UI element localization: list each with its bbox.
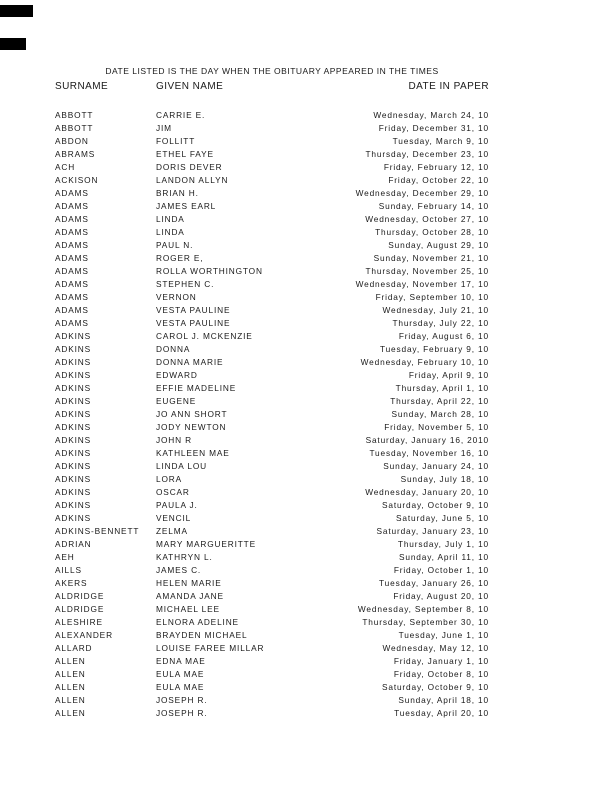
surname-cell: ADKINS (55, 474, 91, 484)
surname-cell: ADAMS (55, 305, 89, 315)
table-row (55, 252, 489, 265)
table-row (55, 317, 489, 330)
given-name-cell: ZELMA (156, 526, 188, 536)
surname-cell: ADAMS (55, 214, 89, 224)
given-name-cell: ETHEL FAYE (156, 149, 214, 159)
table-row (55, 525, 489, 538)
date-cell: Wednesday, September 8, 10 (357, 604, 489, 614)
date-cell: Friday, August 6, 10 (398, 331, 489, 341)
given-name-cell: EUGENE (156, 396, 197, 406)
date-cell: Wednesday, May 12, 10 (382, 643, 489, 653)
table-row (55, 174, 489, 187)
surname-cell: ADKINS (55, 383, 91, 393)
given-name-cell: JOHN R (156, 435, 192, 445)
table-row (55, 642, 489, 655)
table-row (55, 304, 489, 317)
given-name-cell: LINDA (156, 214, 185, 224)
surname-cell: ADKINS (55, 422, 91, 432)
given-name-cell: MICHAEL LEE (156, 604, 220, 614)
given-name-cell: EULA MAE (156, 669, 205, 679)
surname-cell: ALLEN (55, 682, 86, 692)
table-row (55, 382, 489, 395)
date-cell: Friday, October 22, 10 (388, 175, 489, 185)
date-cell: Wednesday, December 29, 10 (355, 188, 489, 198)
date-cell: Sunday, April 11, 10 (398, 552, 489, 562)
surname-cell: ALESHIRE (55, 617, 103, 627)
table-row (55, 590, 489, 603)
date-cell: Tuesday, June 1, 10 (398, 630, 489, 640)
given-name-cell: JODY NEWTON (156, 422, 227, 432)
date-cell: Friday, December 31, 10 (378, 123, 489, 133)
date-cell: Friday, November 5, 10 (384, 422, 489, 432)
given-name-cell: AMANDA JANE (156, 591, 224, 601)
given-name-cell: PAUL N. (156, 240, 194, 250)
date-cell: Thursday, July 1, 10 (397, 539, 489, 549)
given-name-cell: LOUISE FAREE MILLAR (156, 643, 265, 653)
surname-cell: ALLEN (55, 708, 86, 718)
given-name-cell: CAROL J. MCKENZIE (156, 331, 253, 341)
column-header-date-in-paper: DATE IN PAPER (408, 81, 489, 92)
date-cell: Wednesday, November 17, 10 (355, 279, 489, 289)
table-row (55, 434, 489, 447)
surname-cell: ABBOTT (55, 123, 94, 133)
table-row (55, 356, 489, 369)
date-cell: Saturday, January 16, 2010 (365, 435, 489, 445)
scan-artifact-mark-bottom (0, 38, 26, 50)
surname-cell: ADAMS (55, 279, 89, 289)
date-cell: Thursday, October 28, 10 (375, 227, 489, 237)
date-cell: Saturday, June 5, 10 (396, 513, 489, 523)
given-name-cell: EFFIE MADELINE (156, 383, 237, 393)
surname-cell: AEH (55, 552, 75, 562)
obituary-table-rows (55, 109, 489, 720)
given-name-cell: LINDA (156, 227, 185, 237)
date-cell: Sunday, April 18, 10 (398, 695, 489, 705)
table-row (55, 408, 489, 421)
date-cell: Wednesday, January 20, 10 (365, 487, 489, 497)
surname-cell: ABDON (55, 136, 89, 146)
surname-cell: ALLEN (55, 656, 86, 666)
date-cell: Tuesday, February 9, 10 (379, 344, 489, 354)
date-cell: Sunday, August 29, 10 (388, 240, 489, 250)
date-cell: Wednesday, October 27, 10 (365, 214, 489, 224)
given-name-cell: PAULA J. (156, 500, 198, 510)
surname-cell: ADKINS (55, 487, 91, 497)
given-name-cell: BRIAN H. (156, 188, 199, 198)
surname-cell: ADAMS (55, 240, 89, 250)
surname-cell: ADRIAN (55, 539, 92, 549)
date-cell: Friday, April 9, 10 (408, 370, 489, 380)
surname-cell: ABBOTT (55, 110, 94, 120)
table-row (55, 629, 489, 642)
table-row (55, 330, 489, 343)
given-name-cell: ELNORA ADELINE (156, 617, 239, 627)
table-row (55, 122, 489, 135)
surname-cell: ADKINS (55, 435, 91, 445)
scan-artifact-mark-top (0, 5, 33, 17)
table-row (55, 343, 489, 356)
surname-cell: ACH (55, 162, 76, 172)
given-name-cell: VERNON (156, 292, 197, 302)
table-row (55, 213, 489, 226)
date-cell: Thursday, July 22, 10 (392, 318, 489, 328)
date-cell: Tuesday, November 16, 10 (369, 448, 489, 458)
table-row (55, 551, 489, 564)
given-name-cell: DONNA (156, 344, 191, 354)
date-cell: Saturday, October 9, 10 (381, 500, 489, 510)
given-name-cell: DONNA MARIE (156, 357, 224, 367)
given-name-cell: STEPHEN C. (156, 279, 215, 289)
date-cell: Tuesday, January 26, 10 (379, 578, 489, 588)
given-name-cell: JO ANN SHORT (156, 409, 228, 419)
table-row (55, 512, 489, 525)
table-row (55, 616, 489, 629)
surname-cell: ACKISON (55, 175, 99, 185)
date-cell: Sunday, March 28, 10 (391, 409, 489, 419)
given-name-cell: JOSEPH R. (156, 708, 208, 718)
date-cell: Sunday, November 21, 10 (373, 253, 489, 263)
date-cell: Friday, October 8, 10 (393, 669, 489, 679)
table-row (55, 109, 489, 122)
page-note: DATE LISTED IS THE DAY WHEN THE OBITUARY APPEARED IN THE TIMES (105, 66, 439, 76)
table-row (55, 447, 489, 460)
given-name-cell: VESTA PAULINE (156, 318, 231, 328)
table-row (55, 473, 489, 486)
surname-cell: ADKINS (55, 513, 91, 523)
surname-cell: AKERS (55, 578, 88, 588)
given-name-cell: EULA MAE (156, 682, 205, 692)
given-name-cell: VESTA PAULINE (156, 305, 231, 315)
table-header (55, 80, 489, 93)
column-header-given-name: GIVEN NAME (156, 81, 224, 92)
given-name-cell: EDNA MAE (156, 656, 206, 666)
surname-cell: ALEXANDER (55, 630, 113, 640)
table-row (55, 577, 489, 590)
date-cell: Thursday, April 1, 10 (395, 383, 489, 393)
date-cell: Wednesday, February 10, 10 (360, 357, 489, 367)
surname-cell: ADAMS (55, 266, 89, 276)
table-row (55, 239, 489, 252)
date-cell: Saturday, January 23, 10 (376, 526, 489, 536)
surname-cell: ALDRIDGE (55, 591, 105, 601)
date-cell: Thursday, September 30, 10 (362, 617, 489, 627)
table-row (55, 369, 489, 382)
date-cell: Tuesday, March 9, 10 (392, 136, 489, 146)
date-cell: Thursday, December 23, 10 (365, 149, 489, 159)
table-row (55, 681, 489, 694)
surname-cell: ADKINS (55, 396, 91, 406)
surname-cell: AILLS (55, 565, 82, 575)
date-cell: Friday, February 12, 10 (383, 162, 489, 172)
surname-cell: ADKINS (55, 448, 91, 458)
given-name-cell: KATHRYN L. (156, 552, 213, 562)
given-name-cell: EDWARD (156, 370, 198, 380)
date-cell: Thursday, April 22, 10 (390, 396, 489, 406)
table-row (55, 694, 489, 707)
given-name-cell: JIM (156, 123, 172, 133)
date-cell: Friday, October 1, 10 (393, 565, 489, 575)
table-row (55, 200, 489, 213)
surname-cell: ADKINS (55, 357, 91, 367)
surname-cell: ADKINS (55, 344, 91, 354)
table-row (55, 499, 489, 512)
given-name-cell: LINDA LOU (156, 461, 207, 471)
table-row (55, 460, 489, 473)
surname-cell: ADKINS (55, 500, 91, 510)
table-row (55, 707, 489, 720)
given-name-cell: HELEN MARIE (156, 578, 222, 588)
given-name-cell: JAMES EARL (156, 201, 217, 211)
surname-cell: ADAMS (55, 292, 89, 302)
date-cell: Sunday, February 14, 10 (378, 201, 489, 211)
table-row (55, 603, 489, 616)
date-cell: Friday, August 20, 10 (393, 591, 489, 601)
table-row (55, 278, 489, 291)
given-name-cell: DORIS DEVER (156, 162, 223, 172)
given-name-cell: MARY MARGUERITTE (156, 539, 256, 549)
table-row (55, 148, 489, 161)
table-row (55, 395, 489, 408)
surname-cell: ADAMS (55, 253, 89, 263)
surname-cell: ADKINS (55, 370, 91, 380)
table-row (55, 135, 489, 148)
table-row (55, 668, 489, 681)
table-row (55, 265, 489, 278)
table-row (55, 187, 489, 200)
given-name-cell: VENCIL (156, 513, 192, 523)
given-name-cell: ROGER E, (156, 253, 204, 263)
given-name-cell: LANDON ALLYN (156, 175, 229, 185)
date-cell: Wednesday, March 24, 10 (373, 110, 489, 120)
surname-cell: ADKINS (55, 461, 91, 471)
given-name-cell: FOLLITT (156, 136, 196, 146)
surname-cell: ADAMS (55, 318, 89, 328)
given-name-cell: KATHLEEN MAE (156, 448, 230, 458)
surname-cell: ADKINS (55, 409, 91, 419)
surname-cell: ADKINS-BENNETT (55, 526, 140, 536)
given-name-cell: ROLLA WORTHINGTON (156, 266, 263, 276)
date-cell: Tuesday, April 20, 10 (394, 708, 489, 718)
surname-cell: ADAMS (55, 227, 89, 237)
surname-cell: ADKINS (55, 331, 91, 341)
table-row (55, 655, 489, 668)
surname-cell: ALDRIDGE (55, 604, 105, 614)
surname-cell: ADAMS (55, 188, 89, 198)
given-name-cell: BRAYDEN MICHAEL (156, 630, 248, 640)
date-cell: Friday, January 1, 10 (393, 656, 489, 666)
date-cell: Sunday, July 18, 10 (400, 474, 489, 484)
table-row (55, 226, 489, 239)
date-cell: Wednesday, July 21, 10 (382, 305, 489, 315)
date-cell: Friday, September 10, 10 (375, 292, 489, 302)
surname-cell: ALLEN (55, 695, 86, 705)
table-row (55, 564, 489, 577)
column-header-surname: SURNAME (55, 81, 109, 92)
given-name-cell: JOSEPH R. (156, 695, 208, 705)
surname-cell: ADAMS (55, 201, 89, 211)
table-row (55, 161, 489, 174)
date-cell: Thursday, November 25, 10 (365, 266, 489, 276)
given-name-cell: OSCAR (156, 487, 190, 497)
surname-cell: ABRAMS (55, 149, 96, 159)
given-name-cell: JAMES C. (156, 565, 202, 575)
table-row (55, 421, 489, 434)
surname-cell: ALLEN (55, 669, 86, 679)
table-row (55, 486, 489, 499)
date-cell: Saturday, October 9, 10 (381, 682, 489, 692)
given-name-cell: LORA (156, 474, 182, 484)
table-row (55, 291, 489, 304)
surname-cell: ALLARD (55, 643, 93, 653)
given-name-cell: CARRIE E. (156, 110, 206, 120)
table-row (55, 538, 489, 551)
date-cell: Sunday, January 24, 10 (383, 461, 489, 471)
